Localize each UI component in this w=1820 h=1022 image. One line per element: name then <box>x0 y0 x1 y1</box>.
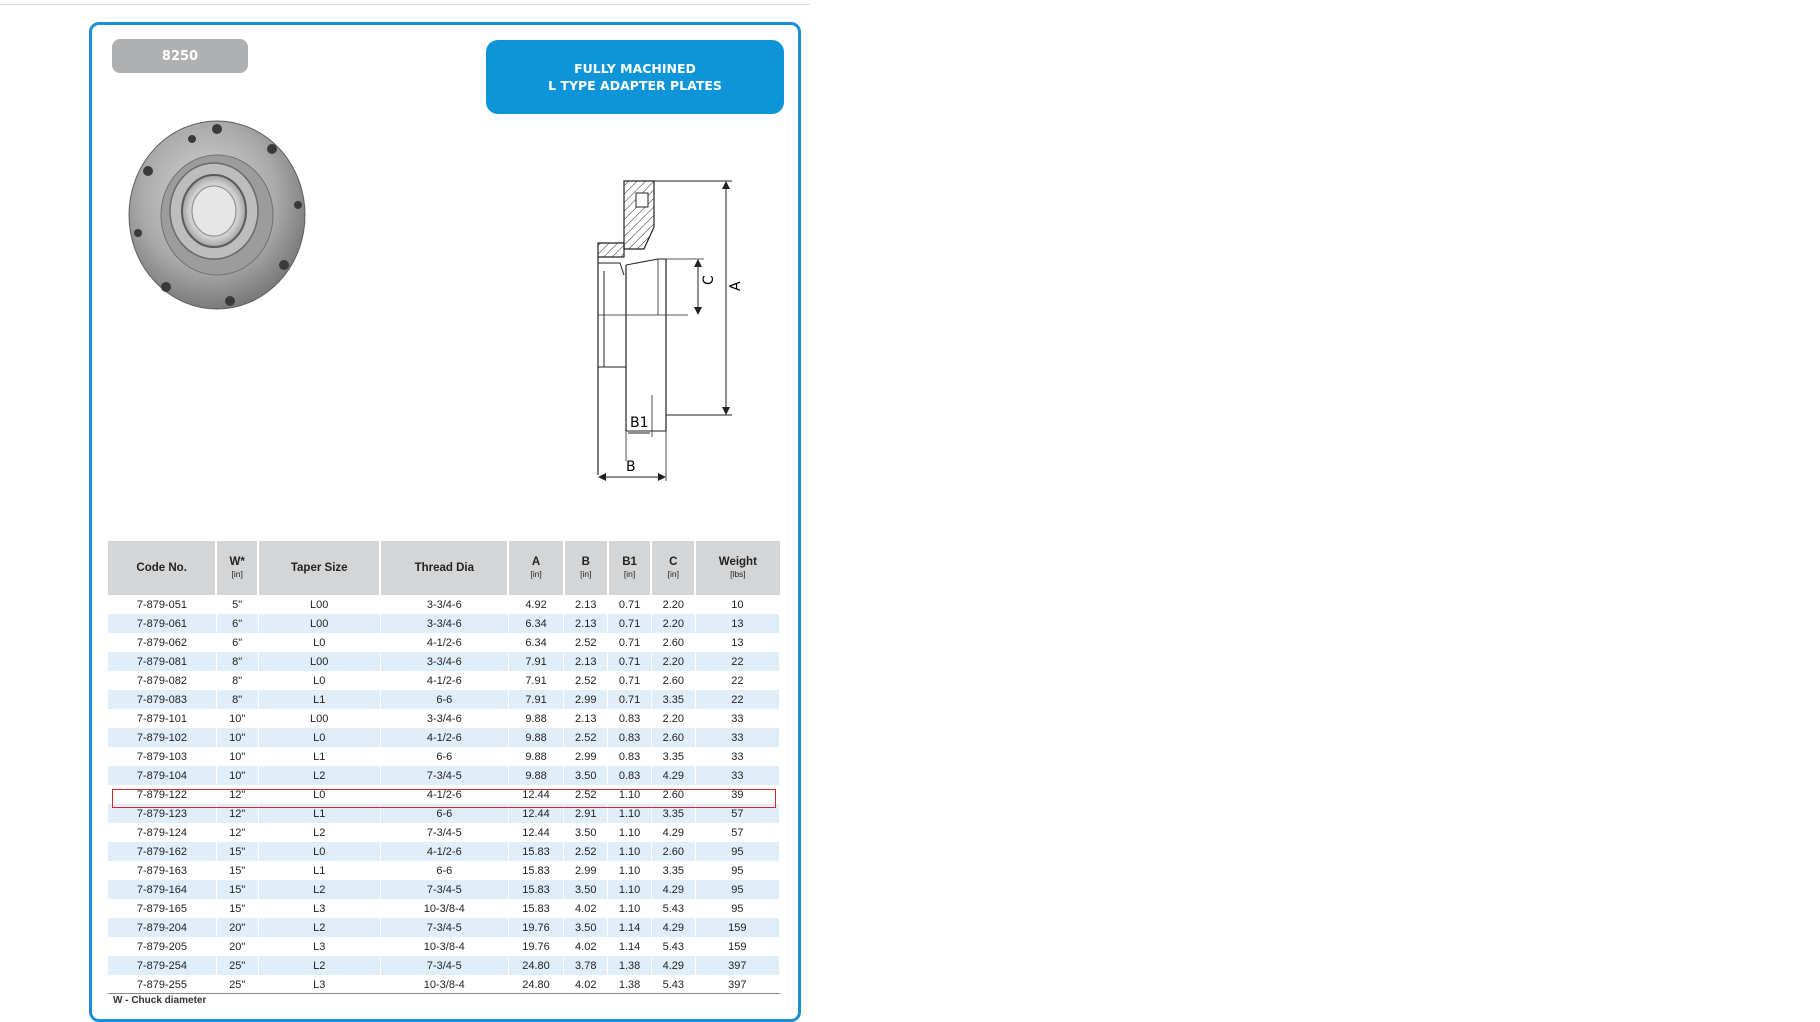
column-header <box>216 541 258 595</box>
table-cell: 15.83 <box>508 842 564 861</box>
table-cell: 15" <box>216 899 258 918</box>
table-cell: 7-879-124 <box>108 823 216 842</box>
table-cell: 15.83 <box>508 899 564 918</box>
table-cell: 7-879-204 <box>108 918 216 937</box>
table-cell: 7-879-255 <box>108 975 216 994</box>
column-header <box>108 541 216 595</box>
table-row <box>108 728 780 747</box>
table-cell: 7-3/4-5 <box>380 823 508 842</box>
table-cell: 7-879-051 <box>108 595 216 614</box>
table-cell: 4.29 <box>651 766 695 785</box>
table-cell: 2.91 <box>564 804 608 823</box>
table-cell: 7-879-254 <box>108 956 216 975</box>
column-header <box>380 541 508 595</box>
table-cell: L2 <box>258 880 380 899</box>
table-cell: 7-879-162 <box>108 842 216 861</box>
table-cell: L2 <box>258 956 380 975</box>
table-cell: 2.20 <box>651 652 695 671</box>
table-row <box>108 823 780 842</box>
table-cell: L0 <box>258 671 380 690</box>
table-cell: 6" <box>216 614 258 633</box>
table-cell: 2.99 <box>564 690 608 709</box>
table-row <box>108 747 780 766</box>
section-drawing <box>592 175 762 485</box>
table-cell: 9.88 <box>508 747 564 766</box>
table-cell: 7-879-165 <box>108 899 216 918</box>
table-cell: 7-3/4-5 <box>380 766 508 785</box>
column-header-label: Weight <box>718 556 757 568</box>
table-cell: 33 <box>695 747 779 766</box>
table-cell: 8" <box>216 652 258 671</box>
table-cell: 0.71 <box>608 671 652 690</box>
table-cell: 3.50 <box>564 766 608 785</box>
table-cell: 5.43 <box>651 975 695 994</box>
table-row <box>108 652 780 671</box>
column-header-unit: [lbs] <box>730 569 746 579</box>
table-cell: 1.10 <box>608 804 652 823</box>
column-header <box>608 541 652 595</box>
table-cell: 0.83 <box>608 728 652 747</box>
table-cell: L1 <box>258 861 380 880</box>
table-cell: 10-3/8-4 <box>380 975 508 994</box>
table-cell: 4.92 <box>508 595 564 614</box>
column-header-unit: [in] <box>231 569 243 579</box>
table-cell: 7-879-081 <box>108 652 216 671</box>
table-cell: 15" <box>216 880 258 899</box>
product-title-line2: L TYPE ADAPTER PLATES <box>548 78 722 93</box>
table-cell: 2.52 <box>564 785 608 804</box>
column-header <box>695 541 779 595</box>
table-cell: 20" <box>216 937 258 956</box>
table-cell: 10-3/8-4 <box>380 937 508 956</box>
table-cell: 3.35 <box>651 804 695 823</box>
table-cell: 4-1/2-6 <box>380 728 508 747</box>
table-cell: 7-879-103 <box>108 747 216 766</box>
table-cell: L2 <box>258 823 380 842</box>
table-cell: 3.35 <box>651 861 695 880</box>
table-cell: 7-879-104 <box>108 766 216 785</box>
table-cell: 1.10 <box>608 899 652 918</box>
adapter-plate-photo <box>122 115 312 315</box>
table-cell: 3-3/4-6 <box>380 595 508 614</box>
table-cell: 15.83 <box>508 880 564 899</box>
table-cell: 6-6 <box>380 747 508 766</box>
table-cell: 95 <box>695 880 779 899</box>
spec-table <box>108 541 780 994</box>
column-header <box>651 541 695 595</box>
table-cell: 4-1/2-6 <box>380 633 508 652</box>
table-cell: 2.99 <box>564 747 608 766</box>
table-cell: 0.71 <box>608 690 652 709</box>
table-cell: 2.20 <box>651 709 695 728</box>
table-cell: 8" <box>216 671 258 690</box>
table-cell: 1.10 <box>608 785 652 804</box>
table-cell: 7-879-062 <box>108 633 216 652</box>
table-cell: 9.88 <box>508 766 564 785</box>
table-row <box>108 956 780 975</box>
table-cell: L00 <box>258 614 380 633</box>
table-cell: 1.14 <box>608 918 652 937</box>
dim-label-a: A <box>728 281 744 291</box>
table-cell: 12" <box>216 823 258 842</box>
product-code-badge: 8250 <box>112 39 248 73</box>
table-cell: 12.44 <box>508 785 564 804</box>
table-row <box>108 804 780 823</box>
table-cell: 33 <box>695 728 779 747</box>
table-cell: 7-879-163 <box>108 861 216 880</box>
table-cell: 57 <box>695 823 779 842</box>
table-cell: 4-1/2-6 <box>380 842 508 861</box>
table-cell: 22 <box>695 690 779 709</box>
table-cell: 3-3/4-6 <box>380 652 508 671</box>
table-cell: 7-879-205 <box>108 937 216 956</box>
table-cell: 24.80 <box>508 956 564 975</box>
table-cell: L0 <box>258 842 380 861</box>
table-cell: 4.29 <box>651 956 695 975</box>
table-cell: 7-879-083 <box>108 690 216 709</box>
table-cell: 397 <box>695 975 779 994</box>
table-cell: 1.38 <box>608 956 652 975</box>
table-cell: 7-879-061 <box>108 614 216 633</box>
dim-label-b1: B1 <box>630 415 649 431</box>
table-cell: 5" <box>216 595 258 614</box>
table-cell: 7-879-082 <box>108 671 216 690</box>
table-row <box>108 709 780 728</box>
table-cell: 7-879-122 <box>108 785 216 804</box>
table-cell: 1.10 <box>608 842 652 861</box>
table-cell: 2.52 <box>564 671 608 690</box>
table-row <box>108 899 780 918</box>
table-cell: 1.10 <box>608 880 652 899</box>
table-cell: 25" <box>216 975 258 994</box>
table-cell: 57 <box>695 804 779 823</box>
table-cell: 4-1/2-6 <box>380 785 508 804</box>
table-cell: 0.83 <box>608 766 652 785</box>
table-cell: 22 <box>695 652 779 671</box>
table-cell: 7.91 <box>508 690 564 709</box>
dim-label-b: B <box>626 459 636 475</box>
table-cell: 2.60 <box>651 785 695 804</box>
table-row <box>108 975 780 994</box>
table-cell: 6.34 <box>508 614 564 633</box>
table-cell: 10" <box>216 766 258 785</box>
spec-table-body <box>108 595 780 994</box>
table-cell: 13 <box>695 614 779 633</box>
table-cell: 5.43 <box>651 899 695 918</box>
table-row <box>108 842 780 861</box>
table-cell: 13 <box>695 633 779 652</box>
table-cell: 0.83 <box>608 747 652 766</box>
table-cell: 12.44 <box>508 804 564 823</box>
table-cell: 1.10 <box>608 861 652 880</box>
table-cell: 7-3/4-5 <box>380 918 508 937</box>
table-cell: 2.20 <box>651 614 695 633</box>
table-cell: L3 <box>258 899 380 918</box>
column-header <box>508 541 564 595</box>
table-cell: 12" <box>216 804 258 823</box>
column-header-unit: [in] <box>667 569 679 579</box>
table-cell: L2 <box>258 766 380 785</box>
table-cell: 2.52 <box>564 728 608 747</box>
table-cell: 2.52 <box>564 842 608 861</box>
table-cell: 7-3/4-5 <box>380 880 508 899</box>
table-cell: 20" <box>216 918 258 937</box>
column-header-label: Thread Dia <box>414 562 474 574</box>
table-row <box>108 633 780 652</box>
table-cell: 3-3/4-6 <box>380 614 508 633</box>
table-cell: L00 <box>258 709 380 728</box>
table-cell: 159 <box>695 937 779 956</box>
table-cell: 4-1/2-6 <box>380 671 508 690</box>
catalog-sheet <box>89 22 801 1022</box>
table-cell: 6-6 <box>380 861 508 880</box>
table-cell: 2.52 <box>564 633 608 652</box>
product-title-line1: FULLY MACHINED <box>574 61 696 76</box>
table-cell: 6" <box>216 633 258 652</box>
column-header <box>258 541 380 595</box>
table-cell: 2.99 <box>564 861 608 880</box>
table-cell: 9.88 <box>508 728 564 747</box>
table-cell: 10" <box>216 709 258 728</box>
dim-label-c: C <box>701 275 717 285</box>
table-cell: 6-6 <box>380 804 508 823</box>
table-cell: L1 <box>258 804 380 823</box>
table-row <box>108 614 780 633</box>
table-cell: 33 <box>695 766 779 785</box>
table-row <box>108 766 780 785</box>
column-header-label: B1 <box>622 556 637 568</box>
table-cell: 95 <box>695 899 779 918</box>
table-row <box>108 671 780 690</box>
table-row <box>108 880 780 899</box>
table-cell: 4.02 <box>564 899 608 918</box>
table-cell: 3.50 <box>564 823 608 842</box>
column-header-label: Code No. <box>136 562 187 574</box>
table-cell: 7.91 <box>508 652 564 671</box>
table-cell: 10 <box>695 595 779 614</box>
table-row <box>108 785 780 804</box>
table-cell: 3-3/4-6 <box>380 709 508 728</box>
column-header-unit: [in] <box>623 569 636 579</box>
table-cell: 3.78 <box>564 956 608 975</box>
table-cell: 10" <box>216 747 258 766</box>
table-cell: 3.50 <box>564 880 608 899</box>
table-cell: 7.91 <box>508 671 564 690</box>
table-cell: 4.29 <box>651 880 695 899</box>
table-cell: 4.29 <box>651 823 695 842</box>
table-cell: 95 <box>695 861 779 880</box>
footnote: W - Chuck diameter <box>113 995 207 1006</box>
table-cell: L3 <box>258 937 380 956</box>
table-cell: 6-6 <box>380 690 508 709</box>
table-cell: L0 <box>258 785 380 804</box>
table-cell: 39 <box>695 785 779 804</box>
table-cell: 2.20 <box>651 595 695 614</box>
table-cell: L1 <box>258 690 380 709</box>
table-cell: 0.71 <box>608 633 652 652</box>
table-cell: 1.14 <box>608 937 652 956</box>
table-cell: 33 <box>695 709 779 728</box>
table-cell: 8" <box>216 690 258 709</box>
table-row <box>108 690 780 709</box>
table-cell: 25" <box>216 956 258 975</box>
table-cell: 7-879-102 <box>108 728 216 747</box>
column-header <box>564 541 608 595</box>
product-title-box <box>486 40 784 114</box>
table-cell: L3 <box>258 975 380 994</box>
table-cell: 4.29 <box>651 918 695 937</box>
table-cell: 4.02 <box>564 975 608 994</box>
table-cell: 2.60 <box>651 633 695 652</box>
table-cell: 7-879-101 <box>108 709 216 728</box>
table-cell: 9.88 <box>508 709 564 728</box>
table-row <box>108 861 780 880</box>
top-divider <box>0 4 810 5</box>
table-cell: 6.34 <box>508 633 564 652</box>
column-header-label: A <box>531 556 541 568</box>
table-row <box>108 595 780 614</box>
table-cell: 3.35 <box>651 747 695 766</box>
table-cell: 2.13 <box>564 614 608 633</box>
table-cell: 2.60 <box>651 728 695 747</box>
column-header-label: W* <box>229 556 245 568</box>
table-cell: L00 <box>258 652 380 671</box>
table-cell: 1.10 <box>608 823 652 842</box>
column-header-label: Taper Size <box>290 562 348 574</box>
table-cell: 1.38 <box>608 975 652 994</box>
table-cell: L00 <box>258 595 380 614</box>
spec-table-header <box>108 541 780 595</box>
table-cell: 159 <box>695 918 779 937</box>
table-cell: 0.83 <box>608 709 652 728</box>
table-cell: 15" <box>216 842 258 861</box>
table-cell: 0.71 <box>608 614 652 633</box>
table-row <box>108 918 780 937</box>
table-cell: 7-879-123 <box>108 804 216 823</box>
table-cell: 3.35 <box>651 690 695 709</box>
table-cell: 2.13 <box>564 652 608 671</box>
table-cell: 19.76 <box>508 918 564 937</box>
table-cell: 0.71 <box>608 652 652 671</box>
table-cell: L0 <box>258 633 380 652</box>
table-cell: 397 <box>695 956 779 975</box>
table-cell: 15" <box>216 861 258 880</box>
table-cell: 5.43 <box>651 937 695 956</box>
table-cell: 19.76 <box>508 937 564 956</box>
table-cell: 15.83 <box>508 861 564 880</box>
table-cell: L0 <box>258 728 380 747</box>
table-cell: 4.02 <box>564 937 608 956</box>
table-cell: L2 <box>258 918 380 937</box>
table-row <box>108 937 780 956</box>
table-cell: 2.60 <box>651 842 695 861</box>
table-cell: 22 <box>695 671 779 690</box>
table-bottom-rule <box>108 993 780 994</box>
column-header-unit: [in] <box>530 569 542 579</box>
table-cell: 12" <box>216 785 258 804</box>
table-cell: 7-3/4-5 <box>380 956 508 975</box>
table-cell: 2.60 <box>651 671 695 690</box>
table-cell: 10" <box>216 728 258 747</box>
column-header-unit: [in] <box>580 569 592 579</box>
table-cell: 3.50 <box>564 918 608 937</box>
table-cell: 24.80 <box>508 975 564 994</box>
table-cell: 2.13 <box>564 709 608 728</box>
table-cell: L1 <box>258 747 380 766</box>
table-cell: 0.71 <box>608 595 652 614</box>
column-header-label: B <box>581 556 590 568</box>
table-cell: 7-879-164 <box>108 880 216 899</box>
column-header-label: C <box>669 556 678 568</box>
table-cell: 12.44 <box>508 823 564 842</box>
table-cell: 95 <box>695 842 779 861</box>
table-cell: 2.13 <box>564 595 608 614</box>
table-cell: 10-3/8-4 <box>380 899 508 918</box>
